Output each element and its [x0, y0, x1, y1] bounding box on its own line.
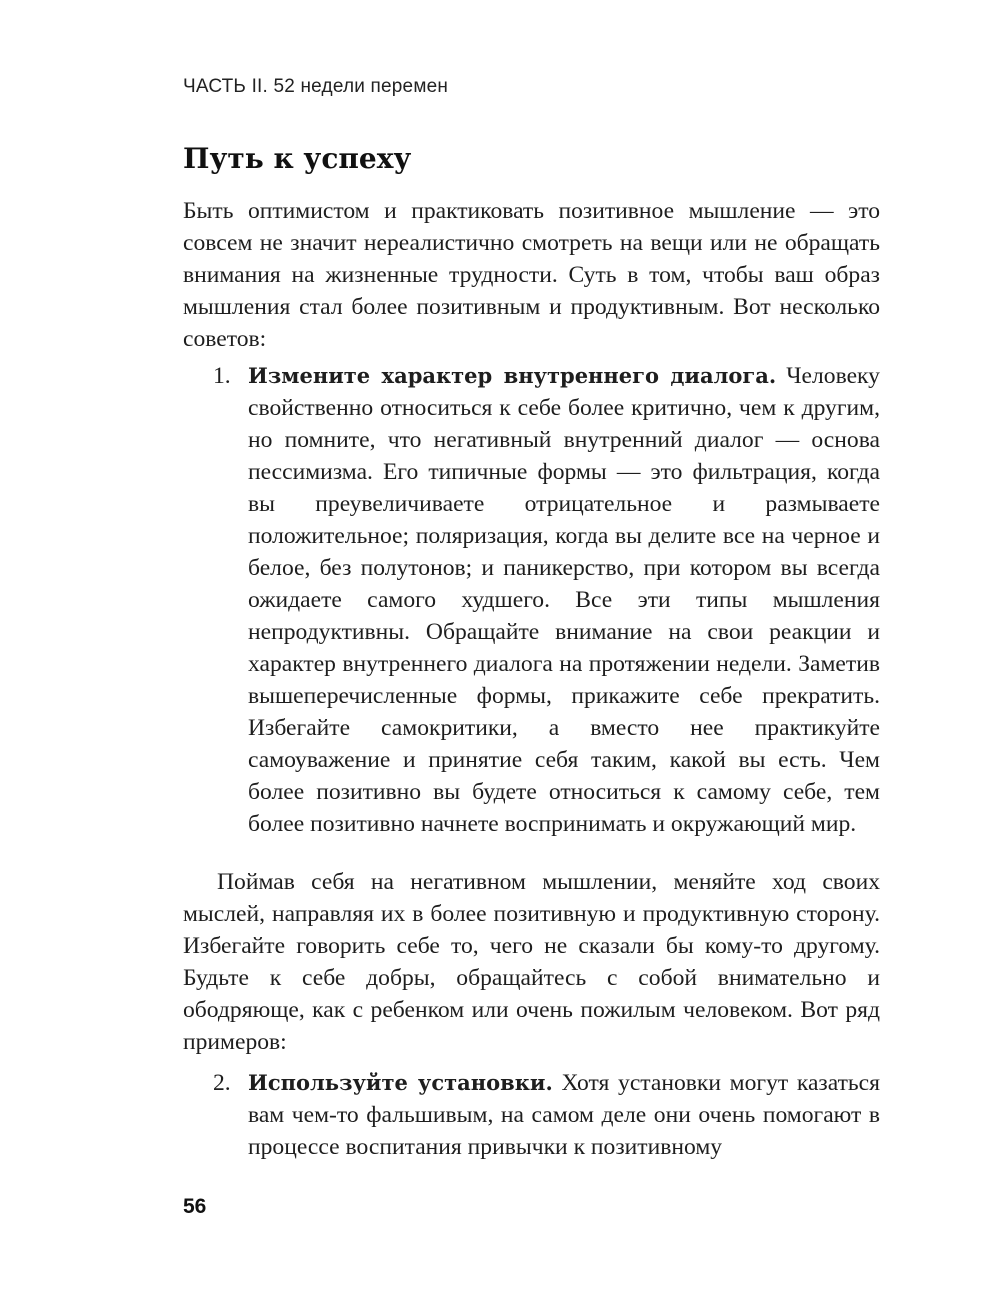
running-head: ЧАСТЬ II. 52 недели перемен: [183, 76, 449, 97]
list-item-text: Хотя установки могут казаться вам чем-то фальшивым, на самом деле они очень помогают в процессе воспитания привычки к позитивному: [248, 1070, 880, 1160]
page-number: 56: [183, 1195, 207, 1218]
list-item-lead: Измените характер внутреннего диалога.: [248, 363, 777, 388]
list-item-number: 2.: [213, 1070, 231, 1096]
list-item-text: Человеку свойственно относиться к себе более критично, чем к другим, но помните, что негативный внутренний диалог — основа пессимизма. Его типичные формы — это фильтрация, когда вы преувеличиваете отрицательное и размываете положительное; поляризация, когда вы делите все на черное и белое, без полутонов; и паникерство, при котором вы всегда ожидаете самого худшего. Все эти типы мышления непродуктивны. Обращайте внимание на свои реакции и характер внутреннего диалога на протяжении недели. Заметив вышеперечисленные формы, прикажите себе прекратить. Избегайте самокритики, а вместо нее практикуйте самоуважение и принятие себя таким, какой вы есть. Чем более позитивно вы будете относиться к самому себе, тем более позитивно начнете воспринимать и окружающий мир.: [248, 363, 880, 837]
intro-paragraph: Быть оптимистом и практиковать позитивное мышление — это совсем не значит нереалистично смотреть на вещи или не обращать внимания на жизненные трудности. Суть в том, чтобы ваш образ мышления стал более позитивным и продуктивным. Вот несколько советов:: [183, 198, 880, 352]
list-item-body: [248, 360, 880, 840]
middle-paragraph: Поймав себя на негативном мышлении, меняйте ход своих мыслей, направляя их в более позитивную и продуктивную сторону. Избегайте говорить себе то, чего не сказали бы кому-то другому. Будьте к себе добры, обращайтесь с собой внимательно и ободряюще, как с ребенком или очень пожилым человеком. Вот ряд примеров:: [183, 869, 880, 1055]
list-item: [183, 1067, 880, 1163]
section-title: Путь к успеху: [183, 142, 412, 175]
list-item-body: [248, 1067, 880, 1163]
list-item: [183, 360, 880, 840]
list-item-number: 1.: [213, 363, 231, 389]
list-item-lead: Используйте установки.: [248, 1070, 553, 1095]
